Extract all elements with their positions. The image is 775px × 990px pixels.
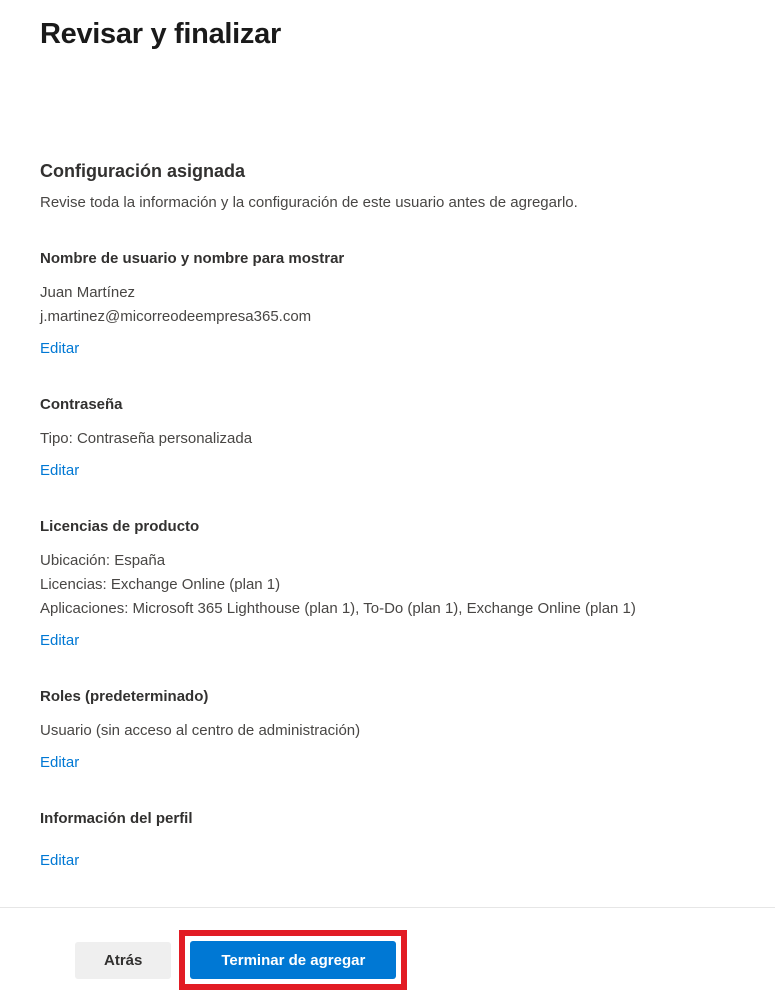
edit-row: [40, 851, 727, 871]
edit-profile-link[interactable]: Editar: [40, 852, 80, 869]
section-password: [40, 395, 727, 481]
edit-licenses-link[interactable]: Editar: [40, 632, 80, 649]
section-roles: [40, 687, 727, 773]
section-roles-lines: [40, 719, 727, 743]
section-licenses-heading: Licencias de producto: [40, 518, 200, 535]
finish-adding-button[interactable]: Terminar de agregar: [190, 941, 396, 979]
role-value: Usuario (sin acceso al centro de administración): [40, 722, 361, 739]
username-email-value: j.martinez@micorreodeempresa365.com: [40, 308, 312, 325]
wizard-footer: [0, 907, 775, 988]
edit-password-link[interactable]: Editar: [40, 462, 80, 479]
section-password-heading: Contraseña: [40, 396, 123, 413]
review-description: Revise toda la información y la configuración de este usuario antes de agregarlo.: [40, 194, 578, 211]
license-apps-value: Aplicaciones: Microsoft 365 Lighthouse (plan 1), To-Do (plan 1), Exchange Online (plan 1): [40, 600, 636, 617]
section-username-lines: [40, 281, 727, 329]
password-type-value: Tipo: Contraseña personalizada: [40, 430, 253, 447]
section-username-heading: Nombre de usuario y nombre para mostrar: [40, 250, 345, 267]
section-roles-heading: Roles (predeterminado): [40, 688, 209, 705]
display-name-value: Juan Martínez: [40, 284, 136, 301]
license-location-value: Ubicación: España: [40, 552, 166, 569]
edit-roles-link[interactable]: Editar: [40, 754, 80, 771]
page-title: Revisar y finalizar: [40, 18, 281, 50]
license-name-value: Licencias: Exchange Online (plan 1): [40, 576, 281, 593]
edit-row: [40, 461, 727, 481]
edit-row: [40, 753, 727, 773]
section-licenses-lines: [40, 549, 727, 621]
section-licenses: [40, 517, 727, 651]
edit-username-link[interactable]: Editar: [40, 340, 80, 357]
assigned-settings-heading: Configuración asignada: [40, 161, 246, 181]
back-button[interactable]: Atrás: [75, 942, 171, 979]
edit-row: [40, 631, 727, 651]
section-profile-heading: Información del perfil: [40, 810, 193, 827]
edit-row: [40, 339, 727, 359]
section-profile: [40, 809, 727, 871]
section-password-lines: [40, 427, 727, 451]
annotation-highlight-box: [179, 930, 407, 990]
section-username: [40, 249, 727, 359]
